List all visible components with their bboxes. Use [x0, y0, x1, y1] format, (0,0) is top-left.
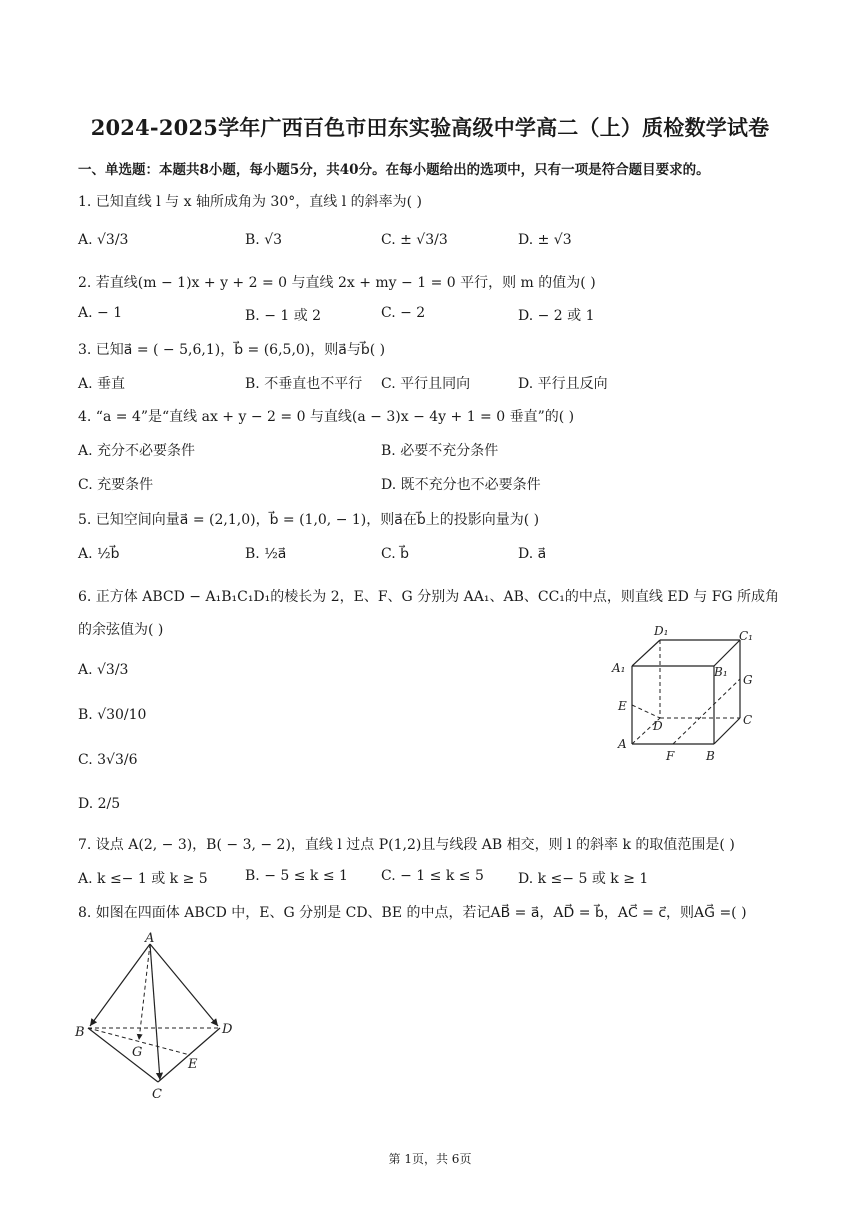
vector-ac — [150, 944, 160, 1080]
q2-option-a: A. − 1 — [78, 305, 123, 321]
q1-option-d: D. ± √3 — [518, 232, 572, 248]
q2-option-d: D. − 2 或 1 — [518, 308, 595, 324]
exam-title: 2024-2025学年广西百色市田东实验高级中学高二（上）质检数学试卷 — [90, 115, 770, 140]
q3-option-d: D. 平行且反向 — [518, 376, 608, 392]
vector-ag — [139, 944, 150, 1040]
q5-option-c: C. b⃗ — [381, 546, 409, 562]
q6-option-b: B. √30/10 — [78, 707, 147, 723]
label-e: E — [618, 699, 627, 713]
q4-option-a: A. 充分不必要条件 — [78, 443, 196, 459]
label-e: E — [188, 1057, 198, 1072]
q3-option-c: C. 平行且同向 — [381, 376, 471, 392]
edge-bc — [88, 1028, 158, 1082]
q7-option-b: B. − 5 ≤ k ≤ 1 — [245, 868, 348, 884]
question-6-stem-line2: 的余弦值为( ) — [78, 622, 164, 638]
q4-option-d: D. 既不充分也不必要条件 — [381, 477, 541, 493]
section-heading: 一、单选题：本题共8小题，每小题5分，共40分。在每小题给出的选项中，只有一项是符合题目要求的。 — [78, 162, 710, 178]
label-a1: A₁ — [612, 661, 626, 675]
segment-f-g — [673, 679, 740, 744]
label-c1: C₁ — [739, 629, 753, 643]
tetrahedron-figure — [72, 930, 242, 1104]
q6-option-c: C. 3√3/6 — [78, 752, 138, 768]
q3-option-b: B. 不垂直也不平行 — [245, 376, 363, 392]
label-b: B — [706, 749, 715, 763]
segment-e-d — [632, 705, 660, 718]
question-3-stem: 3. 已知a⃗ = ( − 5,6,1)，b⃗ = (6,5,0)，则a⃗与b⃗( ) — [78, 342, 386, 358]
label-d: D — [653, 719, 663, 733]
q4-option-b: B. 必要不充分条件 — [381, 443, 499, 459]
q5-option-a: A. ½b⃗ — [78, 546, 120, 562]
page-footer: 第 1页，共 6页 — [388, 1152, 472, 1166]
q2-option-b: B. − 1 或 2 — [245, 308, 322, 324]
q6-option-a: A. √3/3 — [78, 662, 129, 678]
q2-option-c: C. − 2 — [381, 305, 426, 321]
question-7-stem: 7. 设点 A(2, − 3)，B( − 3, − 2)，直线 l 过点 P(1,2)且与线段 AB 相交，则 l 的斜率 k 的取值范围是( ) — [78, 837, 735, 853]
question-1-stem: 1. 已知直线 l 与 x 轴所成角为 30°，直线 l 的斜率为( ) — [78, 194, 422, 210]
label-b1: B₁ — [714, 665, 728, 679]
edge-b-c — [714, 718, 740, 744]
label-d1: D₁ — [654, 624, 669, 638]
edge-b1-c1 — [714, 640, 740, 666]
q5-option-b: B. ½a⃗ — [245, 546, 287, 562]
q1-option-b: B. √3 — [245, 232, 283, 248]
question-8-stem: 8. 如图在四面体 ABCD 中，E、G 分别是 CD、BE 的中点，若记AB⃗ = a⃗，AD⃗ = b⃗，AC⃗ = c⃗，则AG⃗ =( ) — [78, 905, 747, 921]
question-4-stem: 4. “a = 4”是“直线 ax + y − 2 = 0 与直线(a − 3)x − 4y + 1 = 0 垂直”的( ) — [78, 409, 575, 425]
label-a: A — [618, 737, 627, 751]
label-c: C — [152, 1087, 162, 1102]
label-f: F — [666, 749, 675, 763]
q7-option-a: A. k ≤− 1 或 k ≥ 5 — [78, 871, 208, 887]
label-d: D — [222, 1022, 233, 1037]
question-2-stem: 2. 若直线(m − 1)x + y + 2 = 0 与直线 2x + my − 1 = 0 平行，则 m 的值为( ) — [78, 275, 596, 291]
vector-ad — [150, 944, 218, 1026]
q7-option-c: C. − 1 ≤ k ≤ 5 — [381, 868, 484, 884]
question-5-stem: 5. 已知空间向量a⃗ = (2,1,0)，b⃗ = (1,0, − 1)，则a⃗在b⃗上的投影向量为( ) — [78, 512, 540, 528]
label-a: A — [145, 931, 155, 946]
edge-a1-d1 — [632, 640, 660, 666]
cube-figure — [606, 622, 766, 764]
q4-option-c: C. 充要条件 — [78, 477, 154, 493]
q7-option-d: D. k ≤− 5 或 k ≥ 1 — [518, 871, 649, 887]
q3-option-a: A. 垂直 — [78, 376, 126, 392]
label-g: G — [132, 1045, 143, 1060]
q1-option-c: C. ± √3/3 — [381, 232, 448, 248]
vector-ab — [90, 944, 150, 1026]
label-g: G — [743, 673, 753, 687]
q1-option-a: A. √3/3 — [78, 232, 129, 248]
q6-option-d: D. 2/5 — [78, 796, 121, 812]
q5-option-d: D. a⃗ — [518, 546, 547, 562]
label-c: C — [743, 713, 753, 727]
label-b: B — [75, 1025, 85, 1040]
edge-cd — [158, 1028, 220, 1082]
question-6-stem-line1: 6. 正方体 ABCD − A₁B₁C₁D₁的棱长为 2，E、F、G 分别为 AA₁、AB、CC₁的中点，则直线 ED 与 FG 所成角 — [78, 589, 780, 605]
